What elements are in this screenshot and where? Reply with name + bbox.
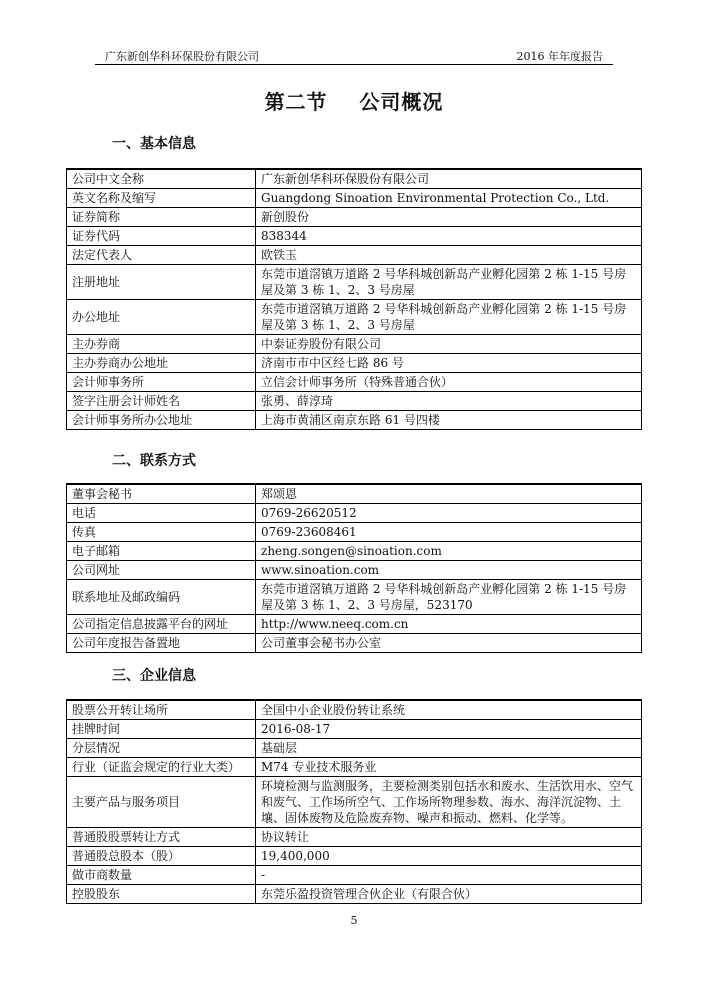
field-label: 普通股总股本（股） (67, 847, 256, 866)
field-value: 欧铁玉 (256, 246, 642, 265)
field-value: 东莞市道滘镇万道路 2 号华科城创新岛产业孵化园第 2 栋 1-15 号房屋及第 3 栋 1、2、3 号房屋 (256, 300, 642, 335)
field-value: 立信会计师事务所（特殊普通合伙） (256, 373, 642, 392)
field-label: 电话 (67, 504, 256, 523)
field-value: 环境检测与监测服务，主要检测类别包括水和废水、生活饮用水、空气和废气、工作场所空气、工作场所物理参数、海水、海洋沉淀物、土壤、固体废物及危险废弃物、噪声和振动、燃料、化学等。 (256, 777, 642, 828)
field-label: 普通股股票转让方式 (67, 828, 256, 847)
field-value: 新创股份 (256, 208, 642, 227)
field-value: www.sinoation.com (256, 561, 642, 580)
field-label: 英文名称及缩写 (67, 189, 256, 208)
field-value: 上海市黄浦区南京东路 61 号四楼 (256, 411, 642, 430)
contact-info-table (66, 483, 642, 653)
field-value: 2016-08-17 (256, 720, 642, 739)
field-value: 东莞市道滘镇万道路 2 号华科城创新岛产业孵化园第 2 栋 1-15 号房屋及第 3 栋 1、2、3 号房屋，523170 (256, 580, 642, 615)
field-value: 0769-23608461 (256, 523, 642, 542)
table-row (67, 542, 642, 561)
field-label: 传真 (67, 523, 256, 542)
chapter-title: 第二节 公司概况 (264, 90, 444, 114)
field-label: 办公地址 (67, 300, 256, 335)
field-value: 广东新创华科环保股份有限公司 (256, 169, 642, 189)
field-value: zheng.songen@sinoation.com (256, 542, 642, 561)
table-row (67, 189, 642, 208)
basic-info-table (66, 168, 642, 430)
field-value: 0769-26620512 (256, 504, 642, 523)
field-label: 签字注册会计师姓名 (67, 392, 256, 411)
table-row (67, 700, 642, 720)
field-value: 张勇、薛淳琦 (256, 392, 642, 411)
table-row (67, 866, 642, 885)
field-value: http://www.neeq.com.cn (256, 615, 642, 634)
field-value: 济南市市中区经七路 86 号 (256, 354, 642, 373)
field-value: 基础层 (256, 739, 642, 758)
section-title-enterprise: 三、企业信息 (112, 668, 196, 684)
field-value: 东莞市道滘镇万道路 2 号华科城创新岛产业孵化园第 2 栋 1-15 号房屋及第 3 栋 1、2、3 号房屋 (256, 265, 642, 300)
table-row (67, 615, 642, 634)
field-value: 中泰证券股份有限公司 (256, 335, 642, 354)
page-header (95, 46, 613, 65)
field-value: 郑颂恩 (256, 484, 642, 504)
field-value: 全国中小企业股份转让系统 (256, 700, 642, 720)
table-row (67, 758, 642, 777)
field-label: 公司指定信息披露平台的网址 (67, 615, 256, 634)
field-value: 公司董事会秘书办公室 (256, 634, 642, 653)
table-row (67, 373, 642, 392)
table-row (67, 335, 642, 354)
table-row (67, 885, 642, 904)
field-value: 19,400,000 (256, 847, 642, 866)
field-label: 做市商数量 (67, 866, 256, 885)
field-label: 主要产品与服务项目 (67, 777, 256, 828)
table-row (67, 561, 642, 580)
field-label: 电子邮箱 (67, 542, 256, 561)
field-label: 法定代表人 (67, 246, 256, 265)
table-row (67, 265, 642, 300)
field-label: 主办券商 (67, 335, 256, 354)
header-company: 广东新创华科环保股份有限公司 (105, 50, 259, 63)
field-value: Guangdong Sinoation Environmental Protection Co., Ltd. (256, 189, 642, 208)
table-row (67, 354, 642, 373)
table-row (67, 300, 642, 335)
table-row (67, 777, 642, 828)
table-row (67, 246, 642, 265)
table-row (67, 580, 642, 615)
section-title-contact: 二、联系方式 (112, 453, 196, 469)
field-label: 联系地址及邮政编码 (67, 580, 256, 615)
field-label: 公司网址 (67, 561, 256, 580)
enterprise-info-table (66, 699, 642, 904)
field-label: 主办券商办公地址 (67, 354, 256, 373)
field-value: M74 专业技术服务业 (256, 758, 642, 777)
table-row (67, 392, 642, 411)
table-row (67, 720, 642, 739)
field-label: 会计师事务所办公地址 (67, 411, 256, 430)
table-row (67, 847, 642, 866)
field-label: 分层情况 (67, 739, 256, 758)
table-row (67, 208, 642, 227)
field-value: 东莞乐盈投资管理合伙企业（有限合伙） (256, 885, 642, 904)
field-label: 会计师事务所 (67, 373, 256, 392)
field-label: 注册地址 (67, 265, 256, 300)
field-label: 行业（证监会规定的行业大类） (67, 758, 256, 777)
field-label: 挂牌时间 (67, 720, 256, 739)
table-row (67, 523, 642, 542)
table-row (67, 634, 642, 653)
field-label: 股票公开转让场所 (67, 700, 256, 720)
table-row (67, 504, 642, 523)
page-number: 5 (350, 914, 358, 927)
table-row (67, 484, 642, 504)
table-row (67, 411, 642, 430)
field-label: 证券简称 (67, 208, 256, 227)
field-label: 董事会秘书 (67, 484, 256, 504)
field-label: 控股股东 (67, 885, 256, 904)
field-value: - (256, 866, 642, 885)
field-value: 协议转让 (256, 828, 642, 847)
section-title-basic-info: 一、基本信息 (112, 136, 196, 152)
field-label: 公司中文全称 (67, 169, 256, 189)
header-report-title: 2016 年年度报告 (516, 50, 603, 63)
table-row (67, 169, 642, 189)
field-label: 证券代码 (67, 227, 256, 246)
field-label: 公司年度报告备置地 (67, 634, 256, 653)
table-row (67, 828, 642, 847)
table-row (67, 739, 642, 758)
field-value: 838344 (256, 227, 642, 246)
table-row (67, 227, 642, 246)
